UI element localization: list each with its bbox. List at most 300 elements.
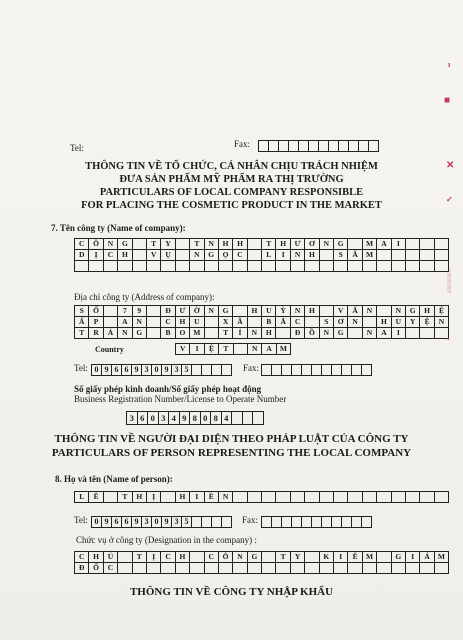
digit-box[interactable]: 3 [172,517,182,528]
char-box[interactable] [420,563,434,574]
digit-box[interactable] [349,141,359,152]
char-box[interactable] [392,250,406,261]
char-box[interactable]: Y [161,239,175,250]
company-address-grid[interactable] [74,305,449,339]
char-box[interactable] [377,492,391,503]
digit-box[interactable] [322,365,332,376]
digit-box[interactable] [309,141,319,152]
digit-box[interactable] [362,365,372,376]
char-box[interactable] [147,261,161,272]
char-box[interactable]: Đ [291,328,305,339]
char-box[interactable]: H [248,306,262,317]
char-box[interactable] [420,261,434,272]
char-box[interactable]: S [320,317,334,328]
char-box[interactable]: N [205,239,219,250]
char-box[interactable] [190,563,204,574]
char-box[interactable] [276,261,290,272]
char-box[interactable] [377,306,391,317]
char-box[interactable]: C [161,317,175,328]
char-box[interactable] [262,563,276,574]
char-box[interactable]: N [291,306,305,317]
char-box[interactable] [320,261,334,272]
char-box[interactable]: C [291,317,305,328]
char-box[interactable]: Y [406,317,420,328]
char-box[interactable] [147,328,161,339]
char-box[interactable]: T [276,552,290,563]
license-number-boxes[interactable] [126,409,264,427]
char-box[interactable]: N [435,317,449,328]
char-box[interactable] [161,563,175,574]
digit-box[interactable] [302,517,312,528]
char-box[interactable]: Ồ [305,328,319,339]
char-box[interactable]: N [205,306,219,317]
char-box[interactable] [205,328,219,339]
char-box[interactable] [377,552,391,563]
digit-box[interactable] [292,517,302,528]
person-fax-boxes[interactable] [261,513,372,531]
char-box[interactable]: N [133,317,147,328]
digit-box[interactable] [222,365,232,376]
char-box[interactable]: I [276,250,290,261]
char-box[interactable] [420,328,434,339]
char-box[interactable] [377,563,391,574]
char-box[interactable] [176,261,190,272]
char-box[interactable]: Ấ [75,317,89,328]
char-box[interactable] [276,563,290,574]
char-box[interactable]: H [89,552,103,563]
char-box[interactable]: P [89,317,103,328]
char-box[interactable]: H [118,250,132,261]
char-box[interactable]: N [118,328,132,339]
char-box[interactable]: N [219,492,233,503]
char-box[interactable]: T [219,328,233,339]
char-box[interactable]: T [133,552,147,563]
char-box[interactable]: M [363,552,377,563]
char-box[interactable] [133,261,147,272]
char-box[interactable]: U [262,306,276,317]
char-box[interactable]: M [190,328,204,339]
char-box[interactable]: Ờ [190,306,204,317]
char-box[interactable]: Ề [205,492,219,503]
char-box[interactable]: Ọ [219,250,233,261]
char-box[interactable]: G [219,306,233,317]
char-box[interactable]: Ố [89,563,103,574]
char-box[interactable]: S [75,306,89,317]
char-box[interactable] [334,563,348,574]
char-box[interactable] [406,239,420,250]
char-box[interactable] [118,261,132,272]
char-box[interactable] [406,261,420,272]
digit-box[interactable]: 3 [142,517,152,528]
digit-box[interactable]: 9 [102,517,112,528]
char-box[interactable]: S [334,250,348,261]
char-box[interactable]: O [176,328,190,339]
char-box[interactable] [118,563,132,574]
char-box[interactable]: C [104,563,118,574]
char-box[interactable]: Ị [147,492,161,503]
char-box[interactable] [176,563,190,574]
char-box[interactable] [377,261,391,272]
digit-box[interactable]: 3 [127,412,138,425]
char-box[interactable] [104,306,118,317]
char-box[interactable] [233,306,247,317]
char-box[interactable]: I [392,239,406,250]
char-box[interactable] [205,317,219,328]
digit-box[interactable] [272,365,282,376]
char-box[interactable]: K [320,552,334,563]
char-box[interactable]: Ô [89,239,103,250]
char-box[interactable]: C [205,552,219,563]
char-box[interactable] [248,563,262,574]
char-box[interactable] [348,563,362,574]
char-box[interactable]: I [392,328,406,339]
char-box[interactable]: Ỳ [276,306,290,317]
char-box[interactable]: H [305,250,319,261]
char-box[interactable] [392,492,406,503]
char-box[interactable] [291,492,305,503]
person-name-grid[interactable] [74,491,449,503]
char-box[interactable] [392,563,406,574]
char-box[interactable] [435,492,449,503]
char-box[interactable]: D [75,250,89,261]
char-box[interactable]: Ă [348,306,362,317]
digit-box[interactable] [192,365,202,376]
char-box[interactable]: H [219,239,233,250]
digit-box[interactable] [302,365,312,376]
char-box[interactable] [190,261,204,272]
digit-box[interactable]: 9 [162,365,172,376]
char-box[interactable]: Ệ [435,306,449,317]
char-box[interactable]: Đ [161,306,175,317]
digit-box[interactable] [362,517,372,528]
char-box[interactable]: H [276,239,290,250]
char-box[interactable] [262,492,276,503]
char-box[interactable] [291,563,305,574]
char-box[interactable]: M [363,239,377,250]
digit-box[interactable] [192,517,202,528]
char-box[interactable]: B [262,317,276,328]
top-fax-boxes[interactable] [258,137,379,155]
char-box[interactable] [406,563,420,574]
char-box[interactable]: M [277,344,291,355]
digit-box[interactable] [282,517,292,528]
char-box[interactable]: A [118,317,132,328]
char-box[interactable]: G [406,306,420,317]
char-box[interactable] [420,250,434,261]
char-box[interactable]: Á [420,552,434,563]
digit-box[interactable] [332,365,342,376]
char-box[interactable]: I [334,552,348,563]
char-box[interactable] [161,492,175,503]
char-box[interactable]: H [176,492,190,503]
char-box[interactable] [248,261,262,272]
char-box[interactable] [305,552,319,563]
char-box[interactable] [233,563,247,574]
digit-box[interactable]: 0 [152,517,162,528]
char-box[interactable]: Ị [89,250,103,261]
char-box[interactable]: N [348,317,362,328]
digit-box[interactable] [342,517,352,528]
char-box[interactable]: T [262,239,276,250]
company-name-grid[interactable] [74,238,449,272]
char-box[interactable]: H [133,492,147,503]
char-box[interactable]: U [190,317,204,328]
char-box[interactable]: G [334,239,348,250]
char-box[interactable]: Ã [233,317,247,328]
digit-box[interactable] [352,365,362,376]
digit-box[interactable] [359,141,369,152]
char-box[interactable] [348,261,362,272]
char-box[interactable]: N [248,328,262,339]
country-grid[interactable] [175,343,291,355]
digit-box[interactable]: 3 [172,365,182,376]
char-box[interactable] [348,328,362,339]
digit-box[interactable] [243,412,254,425]
digit-box[interactable] [339,141,349,152]
char-box[interactable]: B [161,328,175,339]
char-box[interactable] [233,261,247,272]
char-box[interactable] [233,492,247,503]
digit-box[interactable] [352,517,362,528]
char-box[interactable] [334,261,348,272]
char-box[interactable] [276,328,290,339]
char-box[interactable]: N [248,344,262,355]
char-box[interactable]: T [75,328,89,339]
char-box[interactable]: Ê [89,492,103,503]
char-box[interactable]: U [392,317,406,328]
digit-box[interactable]: 0 [92,517,102,528]
char-box[interactable] [75,261,89,272]
company-fax-boxes[interactable] [261,361,372,379]
char-box[interactable] [262,261,276,272]
char-box[interactable]: T [147,239,161,250]
char-box[interactable] [320,563,334,574]
char-box[interactable]: G [205,250,219,261]
char-box[interactable]: A [262,344,276,355]
digit-box[interactable]: 0 [152,365,162,376]
digit-box[interactable] [259,141,269,152]
char-box[interactable] [219,563,233,574]
char-box[interactable] [147,563,161,574]
char-box[interactable]: H [233,239,247,250]
digit-box[interactable] [262,365,272,376]
char-box[interactable] [291,261,305,272]
digit-box[interactable] [312,365,322,376]
digit-box[interactable] [289,141,299,152]
char-box[interactable]: C [104,250,118,261]
digit-box[interactable]: 6 [112,365,122,376]
digit-box[interactable] [232,412,243,425]
char-box[interactable]: A [377,328,391,339]
digit-box[interactable]: 9 [132,365,142,376]
char-box[interactable] [377,250,391,261]
char-box[interactable] [190,552,204,563]
char-box[interactable]: N [190,250,204,261]
digit-box[interactable] [312,517,322,528]
char-box[interactable]: C [233,250,247,261]
char-box[interactable] [435,250,449,261]
char-box[interactable] [133,250,147,261]
char-box[interactable]: Ệ [420,317,434,328]
char-box[interactable]: N [320,239,334,250]
char-box[interactable]: N [363,306,377,317]
char-box[interactable]: Ủ [104,552,118,563]
char-box[interactable]: N [291,250,305,261]
char-box[interactable]: T [190,239,204,250]
char-box[interactable]: T [219,344,233,355]
char-box[interactable]: Ư [176,306,190,317]
char-box[interactable]: 7 [118,306,132,317]
char-box[interactable] [262,552,276,563]
char-box[interactable]: Ư [291,239,305,250]
char-box[interactable]: Ệ [205,344,219,355]
char-box[interactable] [219,261,233,272]
digit-box[interactable]: 6 [112,517,122,528]
char-box[interactable] [133,563,147,574]
digit-box[interactable]: 3 [159,412,170,425]
char-box[interactable]: C [161,552,175,563]
digit-box[interactable] [319,141,329,152]
char-box[interactable]: N [233,552,247,563]
digit-box[interactable]: 9 [180,412,191,425]
char-box[interactable] [320,492,334,503]
char-box[interactable] [248,250,262,261]
char-box[interactable]: Ơ [305,239,319,250]
digit-box[interactable] [222,517,232,528]
char-box[interactable]: I [190,344,204,355]
digit-box[interactable]: 5 [182,517,192,528]
char-box[interactable] [435,563,449,574]
digit-box[interactable] [292,365,302,376]
char-box[interactable] [305,563,319,574]
designation-grid[interactable] [74,551,449,574]
char-box[interactable]: N [392,306,406,317]
char-box[interactable]: A [377,239,391,250]
char-box[interactable] [176,250,190,261]
digit-box[interactable] [212,517,222,528]
char-box[interactable] [147,306,161,317]
char-box[interactable]: C [75,552,89,563]
digit-box[interactable]: 9 [162,517,172,528]
digit-box[interactable] [369,141,379,152]
char-box[interactable] [320,306,334,317]
char-box[interactable]: V [147,250,161,261]
digit-box[interactable]: 0 [92,365,102,376]
char-box[interactable]: H [176,317,190,328]
digit-box[interactable] [299,141,309,152]
digit-box[interactable] [342,365,352,376]
char-box[interactable] [205,563,219,574]
char-box[interactable]: Ô [219,552,233,563]
digit-box[interactable]: 6 [138,412,149,425]
char-box[interactable] [305,492,319,503]
char-box[interactable] [104,317,118,328]
digit-box[interactable]: 9 [132,517,142,528]
char-box[interactable]: Ụ [161,250,175,261]
char-box[interactable] [176,239,190,250]
char-box[interactable]: 9 [133,306,147,317]
char-box[interactable]: H [262,328,276,339]
char-box[interactable]: I [190,492,204,503]
digit-box[interactable] [253,412,264,425]
char-box[interactable]: T [118,492,132,503]
digit-box[interactable]: 4 [169,412,180,425]
char-box[interactable] [363,317,377,328]
char-box[interactable] [205,261,219,272]
char-box[interactable] [248,317,262,328]
char-box[interactable] [406,250,420,261]
char-box[interactable]: Â [348,250,362,261]
char-box[interactable] [420,492,434,503]
char-box[interactable] [435,239,449,250]
digit-box[interactable]: 3 [142,365,152,376]
char-box[interactable]: L [75,492,89,503]
char-box[interactable]: Ả [104,328,118,339]
char-box[interactable] [234,344,248,355]
char-box[interactable] [392,261,406,272]
char-box[interactable]: V [176,344,190,355]
char-box[interactable] [320,250,334,261]
char-box[interactable]: G [133,328,147,339]
company-tel-boxes[interactable] [91,361,232,379]
digit-box[interactable]: 0 [148,412,159,425]
char-box[interactable]: Ê [348,552,362,563]
char-box[interactable]: Y [291,552,305,563]
char-box[interactable]: N [104,239,118,250]
digit-box[interactable] [262,517,272,528]
char-box[interactable]: R [89,328,103,339]
digit-box[interactable] [279,141,289,152]
digit-box[interactable]: 9 [102,365,112,376]
char-box[interactable] [276,492,290,503]
char-box[interactable] [104,492,118,503]
digit-box[interactable] [322,517,332,528]
char-box[interactable]: Ắ [276,317,290,328]
char-box[interactable]: H [305,306,319,317]
digit-box[interactable] [202,365,212,376]
char-box[interactable]: L [262,250,276,261]
char-box[interactable] [348,239,362,250]
char-box[interactable]: V [334,306,348,317]
char-box[interactable] [406,328,420,339]
digit-box[interactable]: 0 [201,412,212,425]
char-box[interactable] [305,261,319,272]
person-tel-boxes[interactable] [91,513,232,531]
char-box[interactable] [363,563,377,574]
digit-box[interactable]: 8 [211,412,222,425]
digit-box[interactable]: 5 [182,365,192,376]
char-box[interactable]: M [435,552,449,563]
char-box[interactable] [363,492,377,503]
char-box[interactable]: Ố [89,306,103,317]
char-box[interactable]: X [219,317,233,328]
digit-box[interactable] [332,517,342,528]
char-box[interactable] [420,239,434,250]
digit-box[interactable]: 8 [190,412,201,425]
char-box[interactable]: H [420,306,434,317]
char-box[interactable]: Ỉ [233,328,247,339]
digit-box[interactable]: 6 [122,517,132,528]
char-box[interactable]: I [406,552,420,563]
char-box[interactable]: C [75,239,89,250]
char-box[interactable] [348,492,362,503]
char-box[interactable] [118,552,132,563]
char-box[interactable] [248,492,262,503]
char-box[interactable]: M [363,250,377,261]
digit-box[interactable] [282,365,292,376]
char-box[interactable]: Đ [75,563,89,574]
char-box[interactable] [133,239,147,250]
